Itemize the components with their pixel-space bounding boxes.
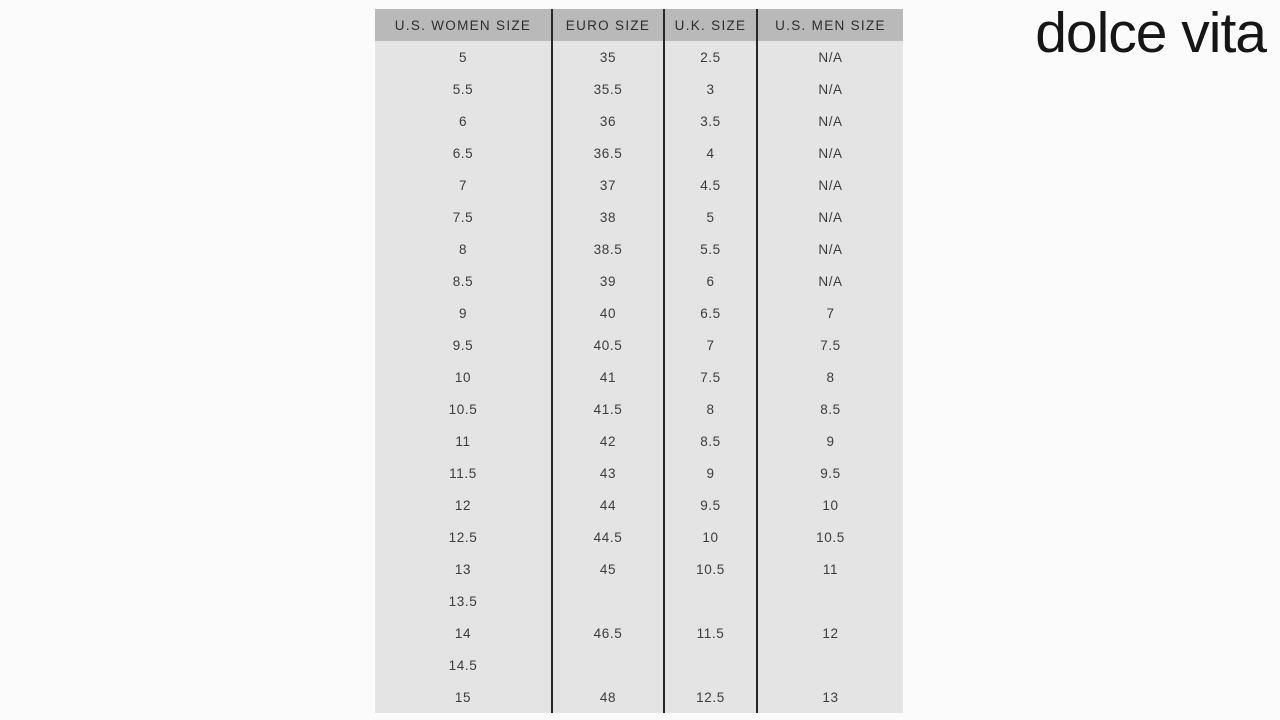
table-cell: 3.5 xyxy=(665,105,758,137)
table-cell: 4.5 xyxy=(665,169,758,201)
table-cell: 9.5 xyxy=(375,329,553,361)
table-cell: 14 xyxy=(375,617,553,649)
table-cell: 6 xyxy=(375,105,553,137)
table-cell: N/A xyxy=(758,201,903,233)
table-cell: 15 xyxy=(375,681,553,713)
table-cell: 12 xyxy=(758,617,903,649)
table-cell: 9.5 xyxy=(758,457,903,489)
table-row xyxy=(375,617,903,649)
table-row xyxy=(375,649,903,681)
table-cell: 2.5 xyxy=(665,41,758,73)
table-cell: N/A xyxy=(758,137,903,169)
table-cell: 9 xyxy=(758,425,903,457)
table-row xyxy=(375,361,903,393)
table-row xyxy=(375,585,903,617)
table-cell: 46.5 xyxy=(553,617,665,649)
table-cell: 41.5 xyxy=(553,393,665,425)
table-row xyxy=(375,393,903,425)
table-cell: 40 xyxy=(553,297,665,329)
table-cell: 6.5 xyxy=(375,137,553,169)
table-cell: 5.5 xyxy=(375,73,553,105)
table-cell: 12.5 xyxy=(375,521,553,553)
table-cell: 11.5 xyxy=(665,617,758,649)
table-cell: 42 xyxy=(553,425,665,457)
table-cell: 7.5 xyxy=(758,329,903,361)
table-row xyxy=(375,265,903,297)
table-cell xyxy=(758,585,903,617)
table-cell: 36 xyxy=(553,105,665,137)
table-cell: 36.5 xyxy=(553,137,665,169)
table-cell: 43 xyxy=(553,457,665,489)
table-cell: 13 xyxy=(758,681,903,713)
table-row xyxy=(375,457,903,489)
table-cell: N/A xyxy=(758,169,903,201)
table-cell: 8.5 xyxy=(665,425,758,457)
table-cell: 41 xyxy=(553,361,665,393)
table-cell: 44 xyxy=(553,489,665,521)
table-cell: 10.5 xyxy=(758,521,903,553)
column-header-uk-size: U.K. SIZE xyxy=(665,9,758,41)
table-cell: 6 xyxy=(665,265,758,297)
table-cell: 7 xyxy=(665,329,758,361)
table-cell: N/A xyxy=(758,73,903,105)
column-header-euro-size: EURO SIZE xyxy=(553,9,665,41)
size-table-body xyxy=(375,41,903,713)
table-row xyxy=(375,681,903,713)
table-cell: 7 xyxy=(758,297,903,329)
table-cell xyxy=(665,585,758,617)
size-chart-table xyxy=(375,9,903,713)
table-cell: 37 xyxy=(553,169,665,201)
table-cell: 5 xyxy=(665,201,758,233)
brand-logo: dolce vita xyxy=(1035,1,1266,65)
table-cell xyxy=(553,585,665,617)
table-cell: 38.5 xyxy=(553,233,665,265)
table-cell: N/A xyxy=(758,265,903,297)
table-cell: 6.5 xyxy=(665,297,758,329)
table-row xyxy=(375,73,903,105)
table-cell: 35.5 xyxy=(553,73,665,105)
table-cell: 8 xyxy=(665,393,758,425)
table-cell: 9 xyxy=(665,457,758,489)
table-cell: 45 xyxy=(553,553,665,585)
table-cell: 10 xyxy=(375,361,553,393)
table-row xyxy=(375,553,903,585)
table-cell: 7.5 xyxy=(375,201,553,233)
table-row xyxy=(375,521,903,553)
table-cell: 8.5 xyxy=(758,393,903,425)
table-cell: 8 xyxy=(758,361,903,393)
table-row xyxy=(375,169,903,201)
column-header-us-women-size: U.S. WOMEN SIZE xyxy=(375,9,553,41)
table-cell: 3 xyxy=(665,73,758,105)
table-cell: 13 xyxy=(375,553,553,585)
table-cell: 8 xyxy=(375,233,553,265)
table-cell: 4 xyxy=(665,137,758,169)
table-cell: 13.5 xyxy=(375,585,553,617)
table-cell xyxy=(553,649,665,681)
table-cell: 40.5 xyxy=(553,329,665,361)
table-row xyxy=(375,329,903,361)
table-cell: 10 xyxy=(758,489,903,521)
table-cell: 14.5 xyxy=(375,649,553,681)
table-cell: 10.5 xyxy=(665,553,758,585)
table-cell: 35 xyxy=(553,41,665,73)
table-cell: 44.5 xyxy=(553,521,665,553)
table-cell: N/A xyxy=(758,105,903,137)
table-cell xyxy=(758,649,903,681)
table-cell: 7.5 xyxy=(665,361,758,393)
table-row xyxy=(375,41,903,73)
table-row xyxy=(375,297,903,329)
table-cell: N/A xyxy=(758,41,903,73)
table-cell: N/A xyxy=(758,233,903,265)
table-cell: 12.5 xyxy=(665,681,758,713)
table-row xyxy=(375,137,903,169)
table-row xyxy=(375,425,903,457)
table-row xyxy=(375,233,903,265)
table-cell: 5 xyxy=(375,41,553,73)
table-cell: 9.5 xyxy=(665,489,758,521)
table-cell: 9 xyxy=(375,297,553,329)
table-cell: 10.5 xyxy=(375,393,553,425)
table-header-row xyxy=(375,9,903,41)
table-cell: 12 xyxy=(375,489,553,521)
table-cell: 39 xyxy=(553,265,665,297)
table-cell: 10 xyxy=(665,521,758,553)
table-row xyxy=(375,201,903,233)
table-cell: 8.5 xyxy=(375,265,553,297)
table-cell: 48 xyxy=(553,681,665,713)
column-header-us-men-size: U.S. MEN SIZE xyxy=(758,9,903,41)
table-cell: 5.5 xyxy=(665,233,758,265)
table-cell xyxy=(665,649,758,681)
table-cell: 38 xyxy=(553,201,665,233)
table-cell: 7 xyxy=(375,169,553,201)
table-row xyxy=(375,489,903,521)
table-cell: 11 xyxy=(375,425,553,457)
table-cell: 11 xyxy=(758,553,903,585)
table-cell: 11.5 xyxy=(375,457,553,489)
table-row xyxy=(375,105,903,137)
